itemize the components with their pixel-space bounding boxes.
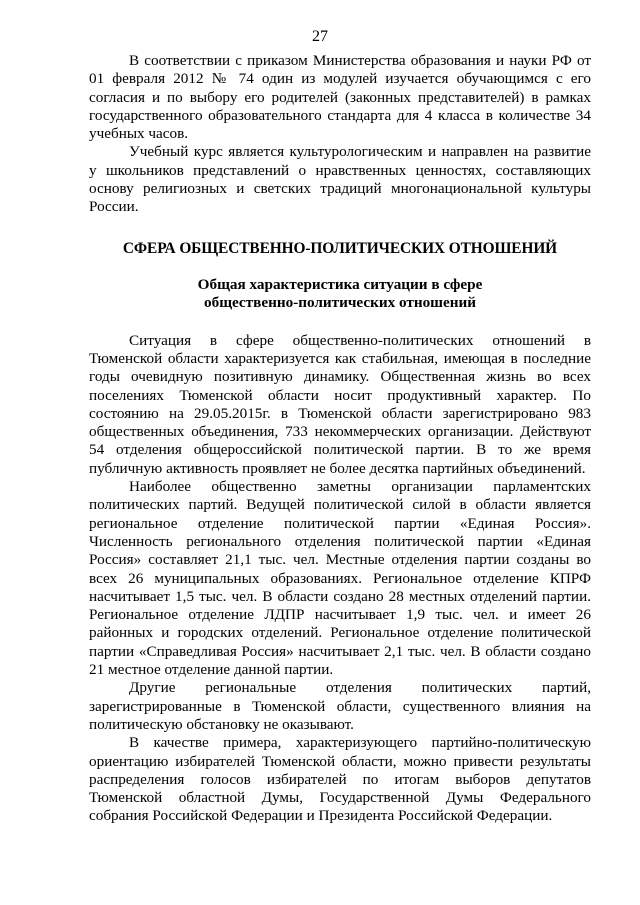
paragraph-situation: Ситуация в сфере общественно-политических отношений в Тюменской области характеризуется как стабильная, имеющая в последние годы очевидную позитивную динамику. Общественная жизнь во всех поселениях Тюменской области носит продуктивный характер. По состоянию на 29.05.2015г. в Тюменской области зарегистрировано 983 общественных объединения, 733 некоммерческих организации. Действуют 54 отделения общероссийской политической партии. В то же время публичную активность проявляет не более десятка партийных объединений. (89, 331, 591, 477)
subsection-title-line-2: общественно-политических отношений (204, 294, 476, 312)
paragraph-other-parties: Другие региональные отделения политических партий, зарегистрированные в Тюменской области, существенного влияния на политическую обстановку не оказывают. (89, 679, 591, 733)
paragraph-intro-1: В соответствии с приказом Министерства образования и науки РФ от 01 февраля 2012 № 74 один из модулей изучается обучающимся с его согласия и по выбору его родителей (законных представителей) в рамках государственного образовательного стандарта для 4 класса в количестве 34 учебных часов. (89, 52, 591, 143)
paragraph-parties: Наиболее общественно заметны организации парламентских политических партий. Ведущей политической силой в области является региональное отделение политической партии «Единая Россия». Численность регионального отделения политической партии «Единая Россия» составляет 21,1 тыс. чел. Местные отделения партии созданы во всех 26 муниципальных образованиях. Региональное отделение КПРФ насчитывает 1,5 тыс. чел. В области создано 28 местных отделений партии. Региональное отделение ЛДПР насчитывает 1,9 тыс. чел. и имеет 26 районных и городских отделений. Региональное отделение политической партии «Справедливая Россия» насчитывает 2,1 тыс. чел. В области создано 21 местное отделение данной партии. (89, 478, 591, 679)
document-body (89, 52, 591, 826)
subsection-title-line-1: Общая характеристика ситуации в сфере (197, 275, 483, 293)
page-number: 27 (312, 28, 328, 45)
paragraph-elections: В качестве примера, характеризующего партийно-политическую ориентацию избирателей Тюменской области, можно привести результаты распределения голосов избирателей по итогам выборов депутатов Тюменской областной Думы, Государственной Думы Федерального собрания Российской Федерации и Президента Российской Федерации. (89, 734, 591, 825)
subsection-title (89, 276, 591, 313)
paragraph-intro-2: Учебный курс является культурологическим и направлен на развитие у школьников представлений о нравственных ценностях, составляющих основу религиозных и светских традиций многонациональной культуры России. (89, 143, 591, 216)
section-title: СФЕРА ОБЩЕСТВЕННО-ПОЛИТИЧЕСКИХ ОТНОШЕНИЙ (122, 239, 558, 257)
